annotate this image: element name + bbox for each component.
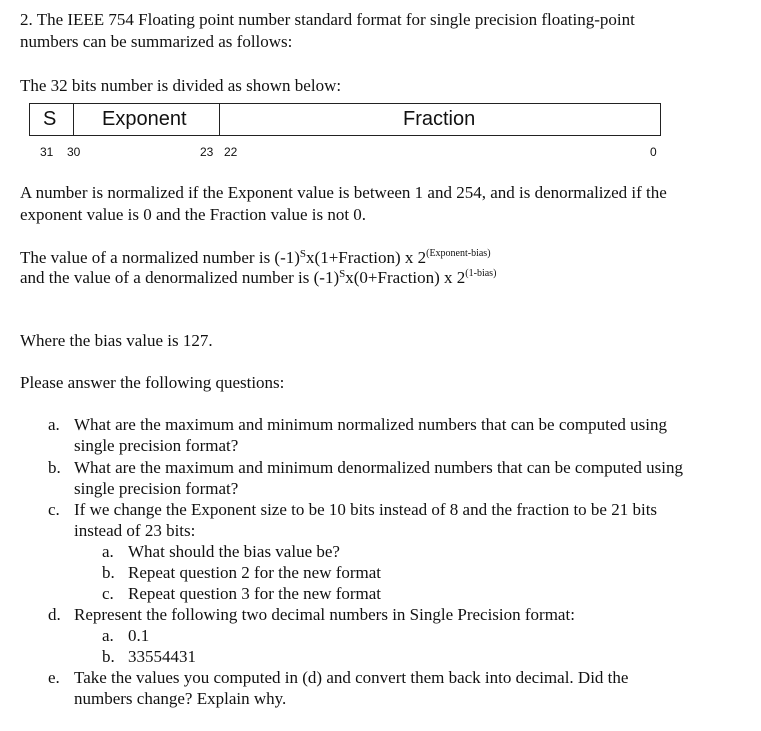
bit-22-label: 22 [224, 145, 238, 159]
question-d-sub-b [102, 647, 196, 667]
question-heading-line1: 2. The IEEE 754 Floating point number standard format for single precision floating-point [20, 10, 635, 29]
exponent-divider [219, 104, 220, 135]
denormalized-exponent-superscript: (1-bias) [465, 268, 497, 279]
list-marker: a. [48, 415, 60, 434]
sign-divider [73, 104, 74, 135]
bit-31-label: 31 [40, 145, 54, 159]
question-c-line1: If we change the Exponent size to be 10 bits instead of 8 and the fraction to be 21 bits [74, 500, 658, 519]
denormalized-value-formula [20, 268, 496, 291]
sub-question-text: 0.1 [128, 626, 150, 645]
denormalized-formula-prefix: and the value of a denormalized number is (-1) [20, 268, 340, 287]
bit-30-label: 30 [67, 145, 81, 159]
question-e [48, 668, 628, 688]
question-c-line2: instead of 23 bits: [74, 521, 196, 540]
sub-question-text: 33554431 [128, 647, 196, 666]
normalized-def-line2: exponent value is 0 and the Fraction value is not 0. [20, 205, 367, 224]
list-marker: a. [102, 542, 114, 561]
list-marker: d. [48, 605, 61, 624]
sub-question-text: Repeat question 2 for the new format [128, 563, 382, 582]
list-marker: b. [102, 563, 115, 582]
normalized-def-line1: A number is normalized if the Exponent value is between 1 and 254, and is denormalized if the [20, 183, 667, 202]
question-a [48, 415, 667, 435]
normalized-formula-prefix: The value of a normalized number is (-1) [20, 248, 300, 267]
question-e-line1: Take the values you computed in (d) and convert them back into decimal. Did the [74, 668, 629, 687]
question-c-sub-b [102, 563, 381, 583]
question-d-line1: Represent the following two decimal numbers in Single Precision format: [74, 605, 575, 624]
questions-prompt: Please answer the following questions: [20, 373, 285, 392]
bias-statement: Where the bias value is 127. [20, 331, 213, 350]
list-marker: a. [102, 626, 114, 645]
sub-question-text: Repeat question 3 for the new format [128, 584, 382, 603]
list-marker: e. [48, 668, 60, 687]
normalized-sign-superscript: S [299, 248, 307, 260]
exponent-field-label: Exponent [102, 108, 187, 130]
question-c [48, 500, 657, 520]
question-c-sub-c [102, 584, 381, 604]
normalized-exponent-superscript: (Exponent-bias) [426, 248, 491, 259]
question-d [48, 605, 575, 625]
fraction-field-label: Fraction [403, 108, 476, 130]
format-intro: The 32 bits number is divided as shown below: [20, 76, 342, 95]
list-marker: c. [48, 500, 60, 519]
bit-23-label: 23 [200, 145, 214, 159]
list-marker: b. [102, 647, 115, 666]
question-e-line2: numbers change? Explain why. [74, 689, 287, 708]
normalized-formula-mid: x(1+Fraction) x 2 [306, 248, 427, 267]
list-marker: b. [48, 458, 61, 477]
question-b-line1: What are the maximum and minimum denormalized numbers that can be computed using [74, 458, 683, 477]
list-marker: c. [102, 584, 114, 603]
question-b-line2: single precision format? [74, 479, 239, 498]
sub-question-text: What should the bias value be? [128, 542, 340, 561]
bit-0-label: 0 [650, 145, 657, 159]
question-a-line2: single precision format? [74, 436, 239, 455]
sign-field-label: S [43, 108, 57, 130]
question-b [48, 458, 683, 478]
question-a-line1: What are the maximum and minimum normalized numbers that can be computed using [74, 415, 667, 434]
bit-format-diagram [29, 103, 661, 136]
question-d-sub-a [102, 626, 149, 646]
question-c-sub-a [102, 542, 340, 562]
denormalized-formula-mid: x(0+Fraction) x 2 [345, 268, 466, 287]
denormalized-sign-superscript: S [339, 268, 346, 280]
question-heading-line2: numbers can be summarized as follows: [20, 32, 293, 51]
